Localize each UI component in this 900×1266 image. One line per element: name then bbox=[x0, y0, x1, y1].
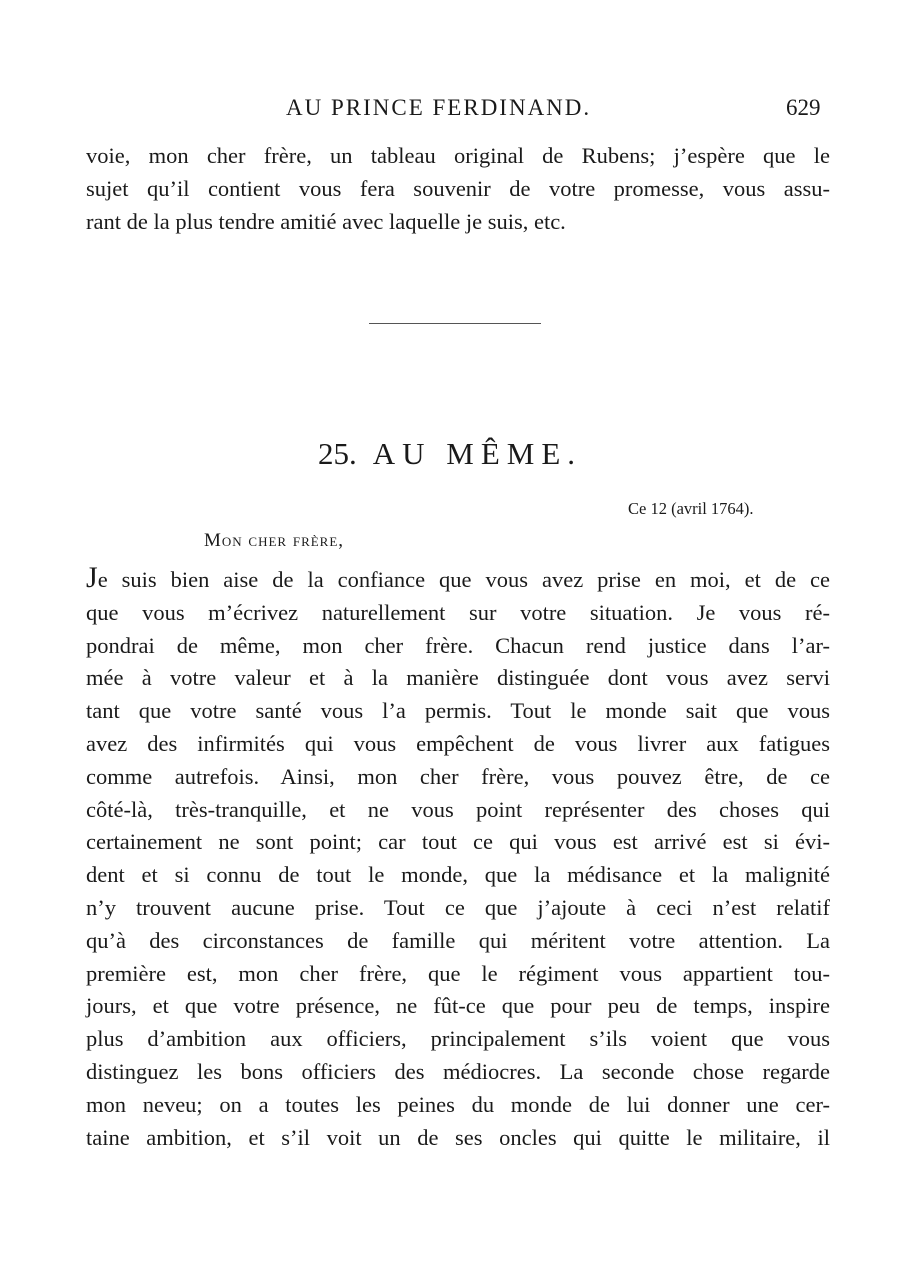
letter-body bbox=[86, 561, 830, 1154]
text-line: comme autrefois. Ainsi, mon cher frère, vous pouvez être, de ce bbox=[86, 763, 830, 789]
text-line: certainement ne sont point; car tout ce qui vous est arrivé est si évi- bbox=[86, 829, 830, 855]
text-line: plus d’ambition aux officiers, principalement s’ils voient que vous bbox=[86, 1026, 830, 1052]
text-line: côté-là, très-tranquille, et ne vous point représenter des choses qui bbox=[86, 796, 830, 822]
dateline: Ce 12 (avril 1764). bbox=[628, 499, 754, 518]
first-line-text: e suis bien aise de la confiance que vous avez prise en moi, et de ce bbox=[97, 567, 830, 592]
letter-number: 25. bbox=[317, 436, 357, 471]
text-line: mon neveu; on a toutes les peines du monde de lui donner une cer- bbox=[86, 1091, 830, 1117]
text-line: n’y trouvent aucune prise. Tout ce que j’ajoute à ceci n’est relatif bbox=[86, 894, 830, 920]
drop-initial: J bbox=[86, 561, 98, 594]
text-line: tant que votre santé vous l’a permis. Tout le monde sait que vous bbox=[86, 698, 830, 724]
text-line: dent et si connu de tout le monde, que la médisance et la malignité bbox=[86, 862, 830, 888]
text-line bbox=[86, 561, 830, 597]
running-head: AU PRINCE FERDINAND. bbox=[286, 95, 592, 120]
text-line: que vous m’écrivez naturellement sur votre situation. Je vous ré- bbox=[86, 599, 830, 625]
text-line: jours, et que votre présence, ne fût-ce que pour peu de temps, inspire bbox=[86, 993, 830, 1019]
page-number: 629 bbox=[786, 95, 821, 120]
text-line: distinguez les bons officiers des médiocres. La seconde chose regarde bbox=[86, 1058, 830, 1084]
text-line: qu’à des circonstances de famille qui méritent votre attention. La bbox=[86, 927, 830, 953]
previous-letter-ending bbox=[86, 139, 830, 238]
text-line: mée à votre valeur et à la manière distinguée dont vous avez servi bbox=[86, 665, 830, 691]
text-line: pondrai de même, mon cher frère. Chacun rend justice dans l’ar- bbox=[86, 632, 830, 658]
text-line: taine ambition, et s’il voit un de ses oncles qui quitte le militaire, il bbox=[86, 1124, 830, 1150]
section-separator bbox=[369, 323, 541, 324]
text-line: sujet qu’il contient vous fera souvenir de votre promesse, vous assu- bbox=[86, 176, 830, 201]
text-line: voie, mon cher frère, un tableau original de Rubens; j’espère que le bbox=[86, 143, 830, 168]
salutation: Mon cher frère, bbox=[204, 530, 345, 551]
text-line: rant de la plus tendre amitié avec laquelle je suis, etc. bbox=[86, 209, 566, 234]
letter-heading bbox=[0, 434, 900, 474]
letter-title: AU MÊME. bbox=[372, 436, 583, 471]
text-line: première est, mon cher frère, que le régiment vous appartient tou- bbox=[86, 960, 830, 986]
text-line: avez des infirmités qui vous empêchent de vous livrer aux fatigues bbox=[86, 730, 830, 756]
